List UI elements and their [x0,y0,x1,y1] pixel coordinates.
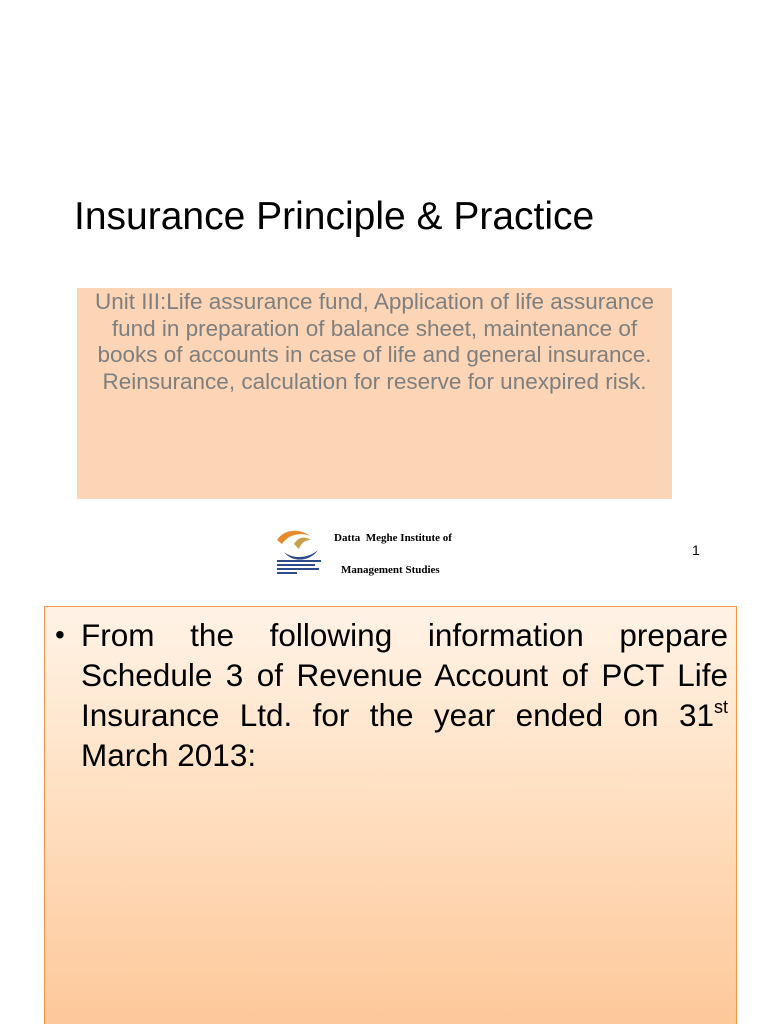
slide-number: 1 [692,542,700,558]
logo-swoosh-blue [284,550,318,560]
institute-name-line-1: Datta Meghe Institute of [334,532,452,544]
logo-swoosh-orange [277,531,310,544]
slide-2 [44,606,737,1024]
bullet-text [81,615,728,775]
logo-bird [294,538,311,549]
bullet-text-main: From the following information prepare Schedule 3 of Revenue Account of PCT Life Insurance Ltd. for the year ended on 31 [81,617,728,733]
bullet-text-superscript: st [713,697,728,717]
bullet-symbol: • [55,619,65,650]
logo-text-line-4 [277,572,297,574]
logo-text-line-1 [277,560,321,562]
bullet-item [55,615,728,775]
subtitle-text: Unit III:Life assurance fund, Application of life assurance fund in preparation of balance sheet, maintenance of books of accounts in case of life and general insurance. Reinsurance, calculation for reserve for unexpired risk. [94,289,655,394]
bullet-text-end: March 2013: [81,737,257,773]
slide-title: Insurance Principle & Practice [74,195,595,238]
subtitle-box [77,288,672,499]
logo-text-line-3 [277,568,319,570]
dmims-logo-icon [274,526,326,576]
logo-text-line-2 [277,564,315,566]
institute-name-line-2: Management Studies [341,564,440,576]
